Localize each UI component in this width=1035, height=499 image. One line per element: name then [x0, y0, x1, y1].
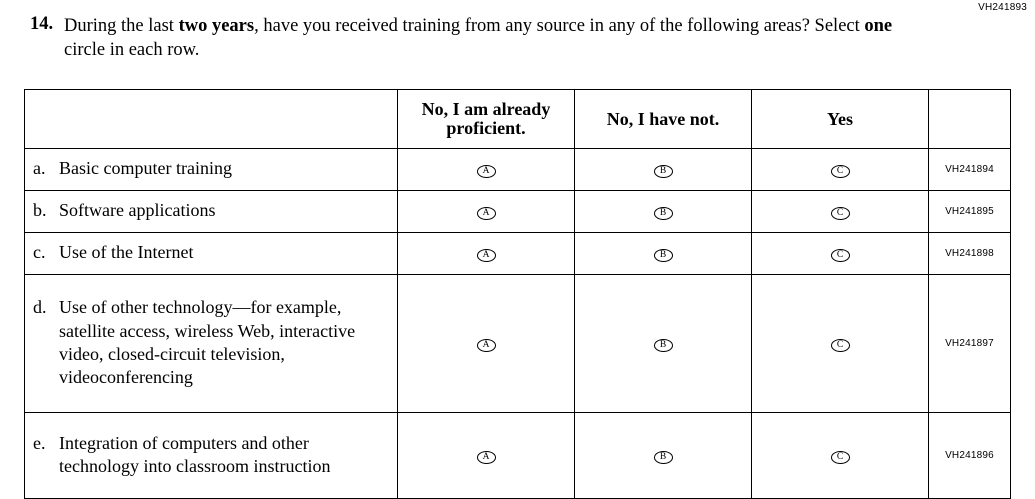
question-text-part2: , have you received training from any source in any of the following areas? Select — [254, 16, 865, 36]
question-text-part3: circle in each row. — [64, 40, 200, 61]
option-c-3[interactable] — [752, 233, 929, 275]
radio-bubble-b-2[interactable] — [654, 207, 673, 220]
option-e-1[interactable] — [398, 413, 575, 499]
question-number: 14. — [30, 14, 54, 34]
row-text-e: Integration of computers and other technology into classroom instruction — [59, 432, 331, 476]
table-row — [25, 149, 1011, 191]
radio-bubble-c-3[interactable] — [831, 249, 850, 262]
radio-bubble-c-1[interactable] — [477, 249, 496, 262]
page-item-code: VH241893 — [978, 2, 1027, 13]
header-option-already-proficient — [398, 90, 575, 149]
row-code-e: VH241896 — [929, 413, 1011, 499]
response-matrix — [24, 89, 1011, 499]
radio-bubble-e-1[interactable] — [477, 451, 496, 464]
bubble-letter: A — [482, 208, 490, 218]
row-letter-d: d. — [33, 297, 47, 318]
bubble-letter: A — [482, 452, 490, 462]
option-c-2[interactable] — [575, 233, 752, 275]
table-row — [25, 191, 1011, 233]
option-a-2[interactable] — [575, 149, 752, 191]
radio-bubble-e-3[interactable] — [831, 451, 850, 464]
option-c-1[interactable] — [398, 233, 575, 275]
option-d-1[interactable] — [398, 275, 575, 413]
row-letter-a: a. — [33, 158, 46, 179]
question-block — [30, 14, 930, 63]
bubble-letter: B — [659, 340, 667, 350]
bubble-letter: B — [659, 166, 667, 176]
bubble-letter: A — [482, 340, 490, 350]
option-d-3[interactable] — [752, 275, 929, 413]
row-letter-b: b. — [33, 200, 47, 221]
table-row — [25, 275, 1011, 413]
row-letter-c: c. — [33, 242, 46, 263]
header-option-have-not: No, I have not. — [575, 90, 752, 149]
option-b-2[interactable] — [575, 191, 752, 233]
bubble-letter: C — [836, 166, 844, 176]
bubble-letter: B — [659, 250, 667, 260]
option-b-3[interactable] — [752, 191, 929, 233]
radio-bubble-a-1[interactable] — [477, 165, 496, 178]
option-b-1[interactable] — [398, 191, 575, 233]
radio-bubble-d-2[interactable] — [654, 339, 673, 352]
question-text-bold2: one — [864, 16, 893, 36]
row-text-d: Use of other technology—for example, satellite access, wireless Web, interactive video, closed-circuit television, videoconferencing — [59, 297, 356, 388]
radio-bubble-a-3[interactable] — [831, 165, 850, 178]
row-text-b: Software applications — [59, 200, 216, 221]
radio-bubble-c-2[interactable] — [654, 249, 673, 262]
matrix-header-row — [25, 90, 1011, 149]
row-code-b: VH241895 — [929, 191, 1011, 233]
row-label-c — [25, 233, 398, 275]
bubble-letter: B — [659, 452, 667, 462]
radio-bubble-d-1[interactable] — [477, 339, 496, 352]
option-d-2[interactable] — [575, 275, 752, 413]
row-text-a: Basic computer training — [59, 158, 232, 179]
header-option1-line2: proficient. — [446, 118, 526, 138]
radio-bubble-e-2[interactable] — [654, 451, 673, 464]
radio-bubble-b-1[interactable] — [477, 207, 496, 220]
bubble-letter: C — [836, 250, 844, 260]
header-code-column — [929, 90, 1011, 149]
table-row — [25, 413, 1011, 499]
header-label-column — [25, 90, 398, 149]
option-e-3[interactable] — [752, 413, 929, 499]
bubble-letter: A — [482, 166, 490, 176]
row-code-d: VH241897 — [929, 275, 1011, 413]
row-letter-e: e. — [33, 432, 46, 453]
question-text-bold1: two years — [178, 16, 255, 36]
row-text-c: Use of the Internet — [59, 242, 194, 263]
row-label-e — [25, 413, 398, 499]
option-a-3[interactable] — [752, 149, 929, 191]
bubble-letter: C — [836, 452, 844, 462]
question-text-part1: During the last — [64, 16, 179, 36]
bubble-letter: C — [836, 340, 844, 350]
radio-bubble-a-2[interactable] — [654, 165, 673, 178]
header-option1-line1: No, I am already — [421, 99, 551, 120]
radio-bubble-b-3[interactable] — [831, 207, 850, 220]
row-code-a: VH241894 — [929, 149, 1011, 191]
option-a-1[interactable] — [398, 149, 575, 191]
radio-bubble-d-3[interactable] — [831, 339, 850, 352]
bubble-letter: C — [836, 208, 844, 218]
row-label-d — [25, 275, 398, 413]
row-label-b — [25, 191, 398, 233]
table-row — [25, 233, 1011, 275]
bubble-letter: A — [482, 250, 490, 260]
question-text — [64, 14, 930, 63]
option-e-2[interactable] — [575, 413, 752, 499]
row-code-c: VH241898 — [929, 233, 1011, 275]
row-label-a — [25, 149, 398, 191]
header-option-yes: Yes — [752, 90, 929, 149]
bubble-letter: B — [659, 208, 667, 218]
